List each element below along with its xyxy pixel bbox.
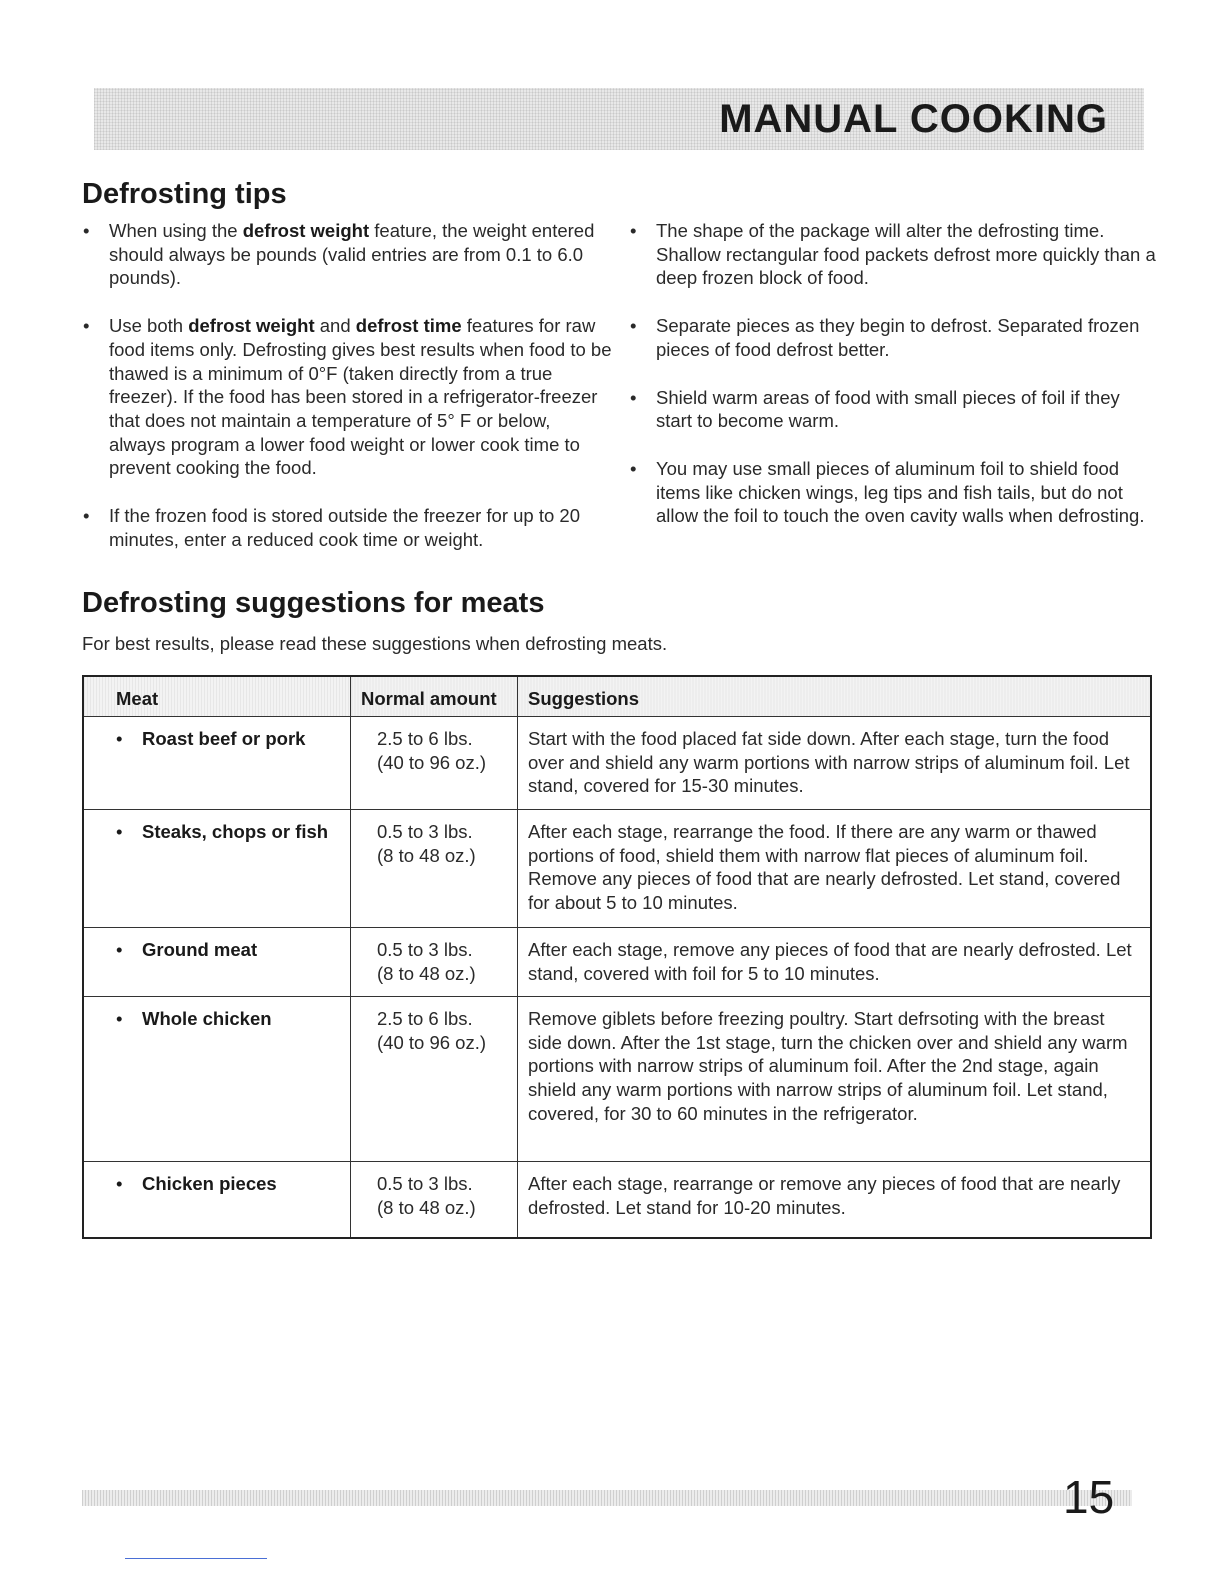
amount-cell: [351, 810, 518, 928]
amount-cell: [351, 1162, 518, 1239]
suggestion-cell: Remove giblets before freezing poultry. Start defrsoting with the breast side down. After the 1st stage, turn the chicken over and shield any warm portions with narrow strips of aluminum foil. After the 2nd stage, again shield any warm portions with narrow strips of aluminum foil. Let stand, covered, for 30 to 60 minutes in the refrigerator.: [518, 997, 1152, 1162]
amount-lbs: 2.5 to 6 lbs.: [377, 1008, 473, 1029]
meats-heading: Defrosting suggestions for meats: [82, 587, 545, 619]
footer-band: [82, 1490, 1132, 1506]
tip-emphasis: defrost weight: [242, 220, 370, 241]
bottom-divider: [125, 1558, 267, 1559]
amount-cell: [351, 928, 518, 997]
amount-oz: (8 to 48 oz.): [377, 1196, 476, 1218]
amount-oz: (8 to 48 oz.): [377, 962, 476, 984]
amount-lbs: 0.5 to 3 lbs.: [377, 939, 473, 960]
tip-text: and: [314, 315, 356, 337]
table-header-row: [83, 676, 1151, 717]
tip-emphasis: defrost weight: [188, 315, 315, 337]
meat-cell: • Whole chicken: [83, 997, 351, 1162]
amount-cell: [351, 997, 518, 1162]
meat-name: Steaks, chops or fish: [142, 821, 329, 842]
column-header-amount: Normal amount: [351, 676, 518, 717]
tips-left-column: [82, 219, 612, 575]
meat-name: Whole chicken: [142, 1008, 272, 1029]
table-row: [83, 810, 1151, 928]
tip-item: [82, 219, 612, 290]
tips-right-column: [629, 219, 1159, 552]
page-section-title: MANUAL COOKING: [719, 97, 1108, 141]
tip-text: Separate pieces as they begin to defrost. Separated frozen pieces of food defrost better.: [656, 315, 1140, 360]
amount-cell: [351, 717, 518, 810]
defrosting-tips-heading: Defrosting tips: [82, 178, 287, 210]
amount-oz: (40 to 96 oz.): [377, 1031, 487, 1053]
amount-lbs: 2.5 to 6 lbs.: [377, 728, 473, 749]
tip-item: [82, 504, 612, 551]
tip-item: [82, 314, 612, 480]
meat-name: Roast beef or pork: [142, 728, 306, 749]
tip-text: Use both: [109, 315, 189, 337]
suggestion-cell: After each stage, rearrange the food. If there are any warm or thawed portions of food, shield them with narrow flat pieces of aluminum foil. Remove any pieces of food that are nearly defrosted. Let stand, covered for about 5 to 10 minutes.: [518, 810, 1152, 928]
meat-cell: • Roast beef or pork: [83, 717, 351, 810]
column-header-meat: Meat: [83, 676, 351, 717]
amount-lbs: 0.5 to 3 lbs.: [377, 1173, 473, 1194]
tip-text: When using the: [109, 220, 243, 241]
tip-text: You may use small pieces of aluminum foil to shield food items like chicken wings, leg tips and fish tails, but do not allow the foil to touch the oven cavity walls when defrosting.: [656, 457, 1145, 527]
column-header-suggestions: Suggestions: [518, 676, 1152, 717]
table-row: [83, 1162, 1151, 1239]
tip-text: Shield warm areas of food with small pieces of foil if they start to become warm.: [656, 386, 1120, 432]
tip-text: If the frozen food is stored outside the freezer for up to 20 minutes, enter a reduced cook time or weight.: [109, 505, 581, 550]
tip-item: [629, 386, 1159, 433]
amount-lbs: 0.5 to 3 lbs.: [377, 821, 473, 842]
meat-name: Chicken pieces: [142, 1173, 277, 1194]
meat-cell: • Chicken pieces: [83, 1162, 351, 1239]
table-row: [83, 997, 1151, 1162]
amount-oz: (40 to 96 oz.): [377, 751, 487, 773]
tip-item: [629, 457, 1159, 528]
tip-item: [629, 219, 1159, 290]
meats-intro: For best results, please read these suggestions when defrosting meats.: [82, 633, 668, 654]
tip-text: The shape of the package will alter the defrosting time. Shallow rectangular food packets defrost more quickly than a deep frozen block of food.: [656, 220, 1156, 289]
suggestion-cell: After each stage, rearrange or remove any pieces of food that are nearly defrosted. Let stand for 10-20 minutes.: [518, 1162, 1152, 1239]
meat-name: Ground meat: [142, 939, 258, 960]
table-row: [83, 717, 1151, 810]
table-row: [83, 928, 1151, 997]
tip-text: features for raw food items only. Defrosting gives best results when food to be thawed is a minimum of 0°F (taken directly from a true freezer). If the food has been stored in a refrigerator-freezer that does not maintain a temperature of 5° F or below, always program a lower food weight or lower cook time to prevent cooking the food.: [109, 315, 612, 479]
tip-text: feature, the weight entered should always be pounds (valid entries are from 0.1 to 6.0 pounds).: [109, 220, 595, 289]
meat-cell: • Ground meat: [83, 928, 351, 997]
meats-table: [82, 675, 1152, 1239]
tip-emphasis: defrost time: [355, 315, 462, 337]
amount-oz: (8 to 48 oz.): [377, 844, 476, 866]
tip-item: [629, 314, 1159, 361]
suggestion-cell: After each stage, remove any pieces of food that are nearly defrosted. Let stand, covered with foil for 5 to 10 minutes.: [518, 928, 1152, 997]
meat-cell: • Steaks, chops or fish: [83, 810, 351, 928]
header-banner: [94, 88, 1144, 150]
page-number: 15: [1063, 1471, 1115, 1523]
suggestion-cell: Start with the food placed fat side down. After each stage, turn the food over and shield any warm portions with narrow strips of aluminum foil. Let stand, covered for 15-30 minutes.: [518, 717, 1152, 810]
